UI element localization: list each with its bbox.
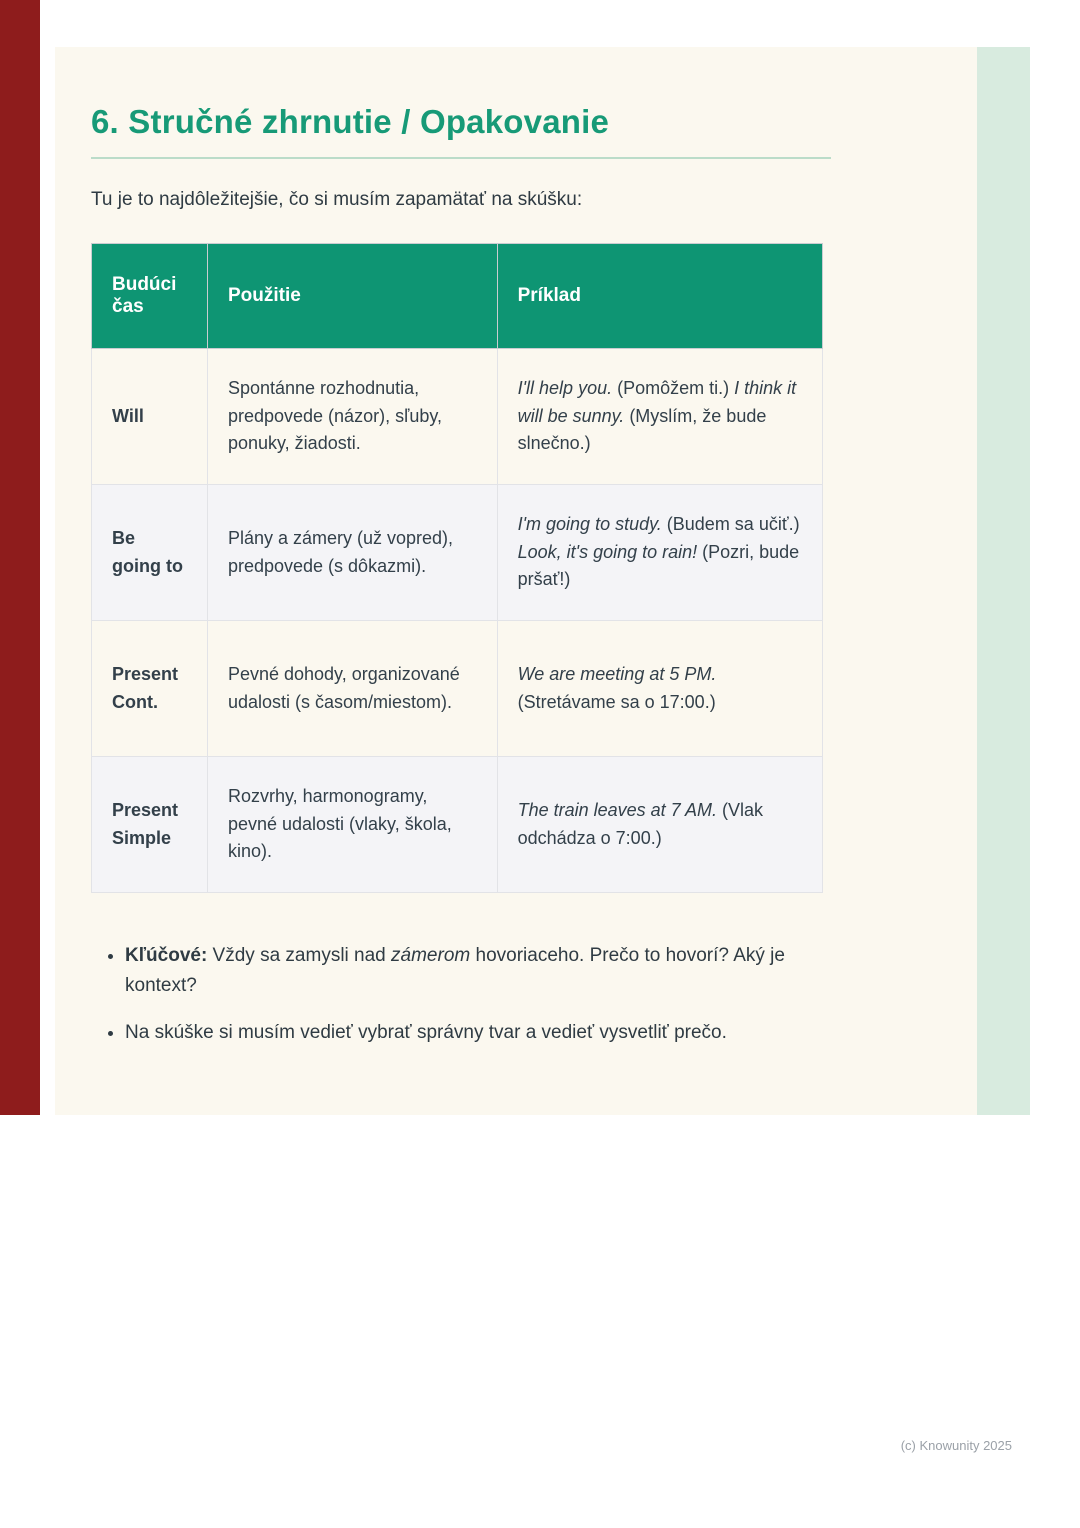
green-accent-strip xyxy=(977,47,1030,1115)
cell-tense: Present Cont. xyxy=(92,621,208,757)
table-header-tense: Budúci čas xyxy=(92,244,208,349)
table-row xyxy=(92,485,823,621)
list-item: • Na skúške si musím vedieť vybrať správny tvar a vedieť vysvetliť prečo. xyxy=(125,1018,833,1048)
cell-example: I'm going to study. (Budem sa učiť.) Look, it's going to rain! (Pozri, bude pršať!) xyxy=(497,485,822,621)
cell-tense: Will xyxy=(92,349,208,485)
page-edge-strip xyxy=(0,0,40,1115)
table-row xyxy=(92,349,823,485)
table-row xyxy=(92,621,823,757)
cell-usage: Rozvrhy, harmonogramy, pevné udalosti (vlaky, škola, kino). xyxy=(207,757,497,893)
cell-usage: Spontánne rozhodnutia, predpovede (názor), sľuby, ponuky, žiadosti. xyxy=(207,349,497,485)
cell-example: The train leaves at 7 AM. (Vlak odchádza o 7:00.) xyxy=(497,757,822,893)
cell-example: We are meeting at 5 PM. (Stretávame sa o 17:00.) xyxy=(497,621,822,757)
title-divider xyxy=(91,157,831,159)
cell-usage: Plány a zámery (už vopred), predpovede (s dôkazmi). xyxy=(207,485,497,621)
table-header-row xyxy=(92,244,823,349)
table-header-example: Príklad xyxy=(497,244,822,349)
key-points-list xyxy=(103,941,833,1048)
page-title: 6. Stručné zhrnutie / Opakovanie xyxy=(91,103,610,140)
footer-credit: (c) Knowunity 2025 xyxy=(900,1438,1012,1453)
table-header-usage: Použitie xyxy=(207,244,497,349)
cell-usage: Pevné dohody, organizované udalosti (s časom/miestom). xyxy=(207,621,497,757)
note-card xyxy=(55,47,977,1115)
cell-example: I'll help you. (Pomôžem ti.) I think it will be sunny. (Myslím, že bude slnečno.) xyxy=(497,349,822,485)
summary-table xyxy=(91,243,823,893)
cell-tense: Present Simple xyxy=(92,757,208,893)
cell-tense: Be going to xyxy=(92,485,208,621)
list-item: • Kľúčové: Vždy sa zamysli nad zámerom hovoriaceho. Prečo to hovorí? Aký je kontext? xyxy=(125,941,833,1002)
table-row xyxy=(92,757,823,893)
intro-text: Tu je to najdôležitejšie, čo si musím zapamätať na skúšku: xyxy=(91,189,583,210)
